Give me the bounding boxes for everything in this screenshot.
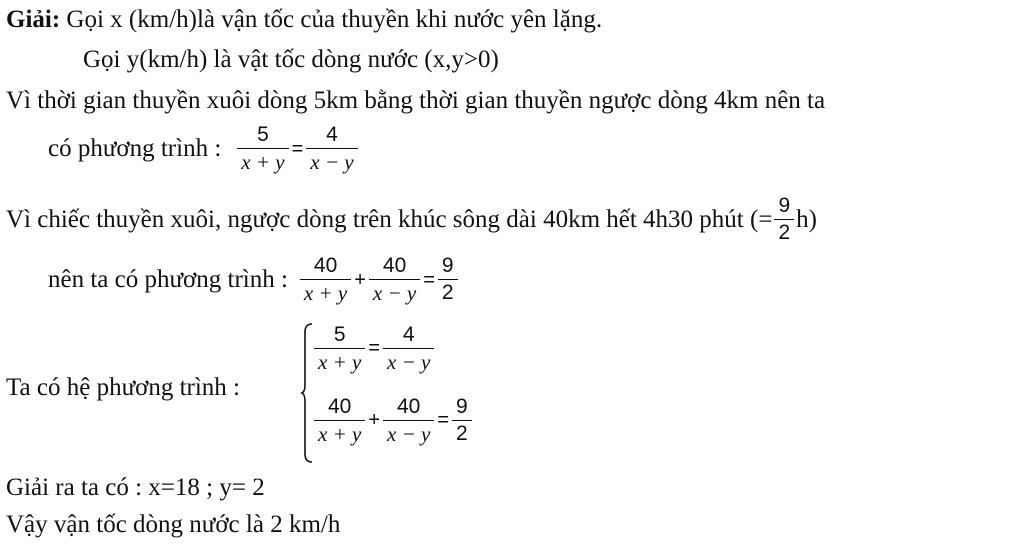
time-text: Vì chiếc thuyền xuôi, ngược dòng trên khúc sông dài 40km hết 4h30 phút (= xyxy=(6,205,773,233)
equation-2-line xyxy=(48,253,460,306)
fraction-9-over-2-time: $\frac{9}{2}$ xyxy=(774,193,794,246)
result-line: Giải ra ta có : x=18 ; y= 2 xyxy=(6,474,265,501)
solution-label: Giải: xyxy=(6,6,61,33)
system-prefix: Ta có hệ phương trình : xyxy=(6,374,240,401)
plus-sign: + xyxy=(354,268,366,291)
equals-sign: = xyxy=(423,268,435,291)
fraction-5-over-x-plus-y: $\frac{5}{x + y}$ xyxy=(314,322,365,375)
define-y-line: Gọi y(km/h) là vật tốc dòng nước (x,y>0) xyxy=(83,46,499,73)
fraction-4-over-x-minus-y: $\frac{4}{x - y}$ xyxy=(306,122,357,175)
system-row-1 xyxy=(312,322,436,375)
fraction-5-over-x-plus-y: $\frac{5}{x + y}$ xyxy=(237,122,288,175)
plus-sign: + xyxy=(368,409,380,431)
conclusion-line: Vậy vận tốc dòng nước là 2 km/h xyxy=(6,511,341,538)
define-x-text: Gọi x (km/h)là vận tốc của thuyền khi nước yên lặng. xyxy=(66,6,603,33)
time-unit: h) xyxy=(796,205,817,233)
fraction-40-over-x-plus-y: $\frac{40}{x + y}$ xyxy=(314,394,365,447)
fraction-40-over-x-plus-y: $\frac{40}{x + y}$ xyxy=(300,253,351,306)
equals-sign: = xyxy=(291,137,304,160)
system-row-2 xyxy=(312,394,474,447)
equation-1-prefix: có phương trình : xyxy=(48,134,222,162)
fraction-40-over-x-minus-y: $\frac{40}{x - y}$ xyxy=(383,394,434,447)
reasoning-line: Vì thời gian thuyền xuôi dòng 5km bằng thời gian thuyền ngược dòng 4km nên ta xyxy=(6,87,826,114)
fraction-4-over-x-minus-y: $\frac{4}{x - y}$ xyxy=(383,322,434,375)
fraction-9-over-2: $\frac{9}{2}$ xyxy=(452,394,472,447)
time-line xyxy=(6,193,817,246)
intro-line xyxy=(6,5,602,35)
equation-1-line xyxy=(48,122,360,175)
fraction-9-over-2: $\frac{9}{2}$ xyxy=(438,253,458,306)
equals-sign: = xyxy=(368,337,380,359)
equation-2-prefix: nên ta có phương trình : xyxy=(48,265,288,293)
equals-sign: = xyxy=(437,409,449,431)
fraction-40-over-x-minus-y: $\frac{40}{x - y}$ xyxy=(369,253,420,306)
